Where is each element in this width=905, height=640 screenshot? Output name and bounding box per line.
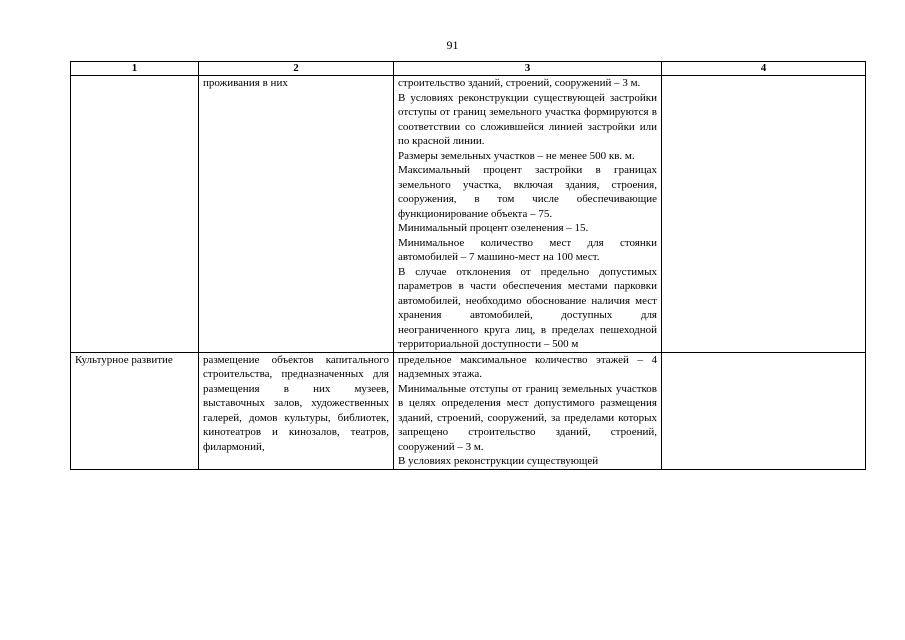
paragraph: строительство зданий, строений, сооружений – 3 м. bbox=[398, 77, 641, 89]
table-header-row bbox=[71, 62, 866, 76]
paragraph: В случае отклонения от предельно допустимых параметров в части обеспечения местами парковки автомобилей, необходимо обоснование наличия мест хранения автомобилей, доступных для неограниченного круга лиц, в пределах пешеходной территориальной доступности – 500 м bbox=[398, 265, 657, 350]
cell-use-description bbox=[199, 76, 394, 353]
cell-notes bbox=[662, 76, 866, 353]
paragraph: В условиях реконструкции существующей bbox=[398, 455, 599, 467]
paragraph: Максимальный процент застройки в границах земельного участка, включая здания, строения, сооружения, в том числе обеспечивающие функционирование объекта – 75. bbox=[398, 164, 657, 220]
paragraph: предельное максимальное количество этажей – 4 надземных этажа. bbox=[398, 353, 657, 380]
paragraph: проживания в них bbox=[203, 77, 288, 89]
cell-parameters bbox=[394, 76, 662, 353]
column-header-3: 3 bbox=[394, 62, 662, 76]
zoning-table bbox=[70, 61, 866, 470]
column-header-2: 2 bbox=[199, 62, 394, 76]
paragraph: Размеры земельных участков – не менее 500 кв. м. bbox=[398, 149, 635, 162]
table-row bbox=[71, 352, 866, 469]
cell-parameters bbox=[394, 352, 662, 469]
table-row bbox=[71, 76, 866, 353]
column-header-1: 1 bbox=[71, 62, 199, 76]
paragraph: В условиях реконструкции существующей застройки отступы от границ земельного участка формируются в соответствии со сложившейся линией застройки или по красной линии. bbox=[398, 91, 657, 147]
column-header-4: 4 bbox=[662, 62, 866, 76]
paragraph: Минимальные отступы от границ земельных участков в целях определения мест допустимого размещения зданий, строений, сооружений, за пределами которых запрещено строительство зданий, строений, сооружений – 3 м. bbox=[398, 382, 657, 453]
paragraph: Минимальное количество мест для стоянки автомобилей – 7 машино-мест на 100 мест. bbox=[398, 236, 657, 263]
paragraph: Минимальный процент озеленения – 15. bbox=[398, 222, 589, 234]
cell-use-type: Культурное развитие bbox=[71, 352, 199, 469]
cell-notes bbox=[662, 352, 866, 469]
cell-use-description bbox=[199, 352, 394, 469]
page-number: 91 bbox=[446, 38, 459, 52]
paragraph: размещение объектов капитального строительства, предназначенных для размещения в них музеев, выставочных залов, художественных галерей, домов культуры, библиотек, кинотеатров и кинозалов, театров, филармоний, bbox=[203, 353, 389, 453]
cell-use-type bbox=[71, 76, 199, 353]
